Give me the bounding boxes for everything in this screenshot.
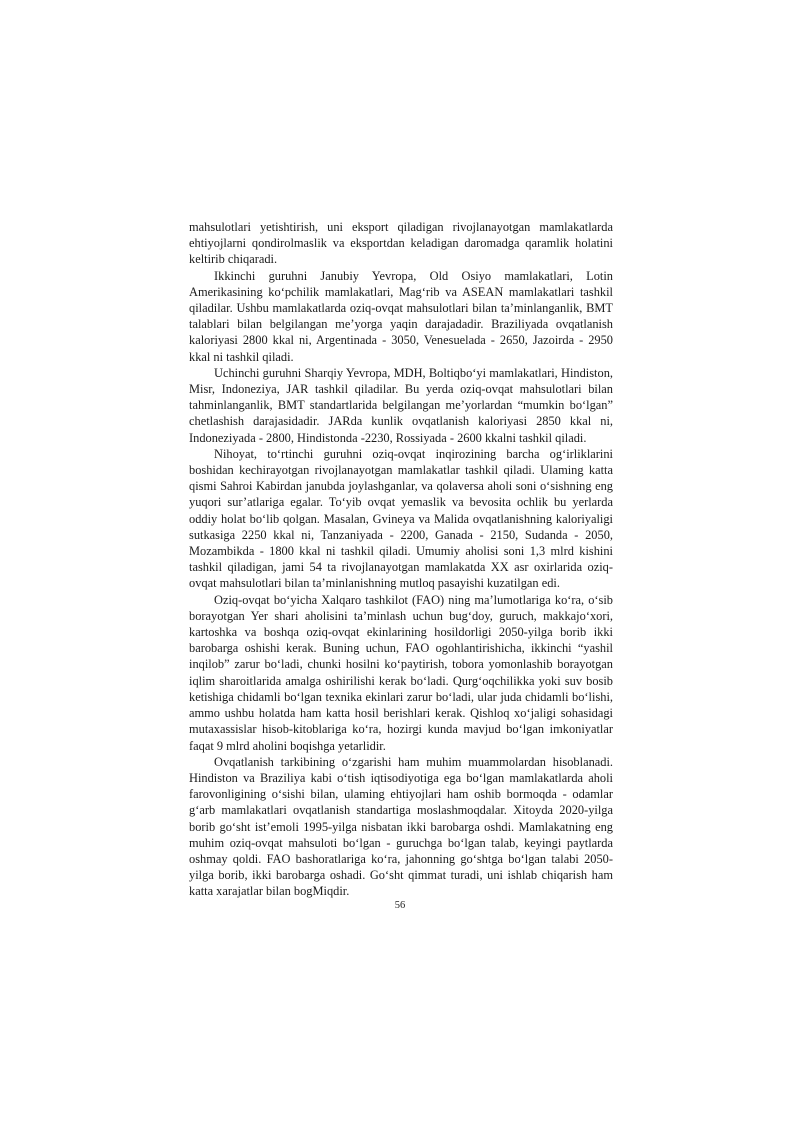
paragraph-fourth-group: Nihoyat, to‘rtinchi guruhni oziq-ovqat inqirozining barcha og‘irliklarini boshidan kechirayotgan rivojlanayotgan mamlakatlar tashkil qiladi. Ulaming katta qismi Sahroi Kabirdan janubda joylashganlar, va qolaversa aholi soni o‘sishning eng yuqori sur’atlariga egalar. To‘yib ovqat yemaslik va bevosita ochlik bu yerlarda oddiy holat bo‘lib qolgan. Masalan, Gvineya va Malida ovqatlanishning kaloriyaligi sutkasiga 2250 kkal ni, Tanzaniyada - 2200, Ganada - 2150, Sudanda - 2050, Mozambikda - 1800 kkal ni tashkil qiladi. Umumiy aholisi soni 1,3 mlrd kishini tashkil qiladigan, jami 54 ta rivojlanayotgan mamlakatda XX asr oxirlarida oziq-ovqat mahsulotlari bilan ta’minlanishning mutloq pasayishi kuzatilgan edi. — [189, 446, 613, 591]
paragraph-second-group: Ikkinchi guruhni Janubiy Yevropa, Old Osiyo mamlakatlari, Lotin Amerikasining ko‘pchilik mamlakatlari, Mag‘rib va ASEAN mamlakatlari tashkil qiladilar. Ushbu mamlakatlarda oziq-ovqat mahsulotlari bilan ta’minlanganlik, BMT talablari bilan belgilangan me’yorga yaqin darajadadir. Braziliyada ovqatlanish kaloriyasi 2800 kkal ni, Argentinada - 3050, Venesuelada - 2650, Jazoirda - 2950 kkal ni tashkil qiladi. — [189, 268, 613, 364]
paragraph-nutrition-change: Ovqatlanish tarkibining o‘zgarishi ham muhim muammolardan hisoblanadi. Hindiston va Braziliya kabi o‘tish iqtisodiyotiga ega bo‘lgan mamlakatlarda aholi farovonligining o‘sishi bilan, ulaming ehtiyojlari ham oshib bormoqda - odamlar g‘arb mamlakatlari ovqatlanish standartiga moslashmoqdalar. Xitoyda 2020-yilga borib go‘sht ist’emoli 1995-yilga nisbatan ikki barobarga oshdi. Mamlakatning eng muhim oziq-ovqat mahsuloti bo‘lgan - guruchga bo‘lgan talab, keyingi paytlarda oshmay qoldi. FAO bashoratlariga ko‘ra, jahonning go‘shtga bo‘lgan talabi 2050-yilga borib, ikki barobarga oshadi. Go‘sht qimmat turadi, uni ishlab chiqarish ham katta xarajatlar bilan bogMiqdir. — [189, 754, 613, 899]
paragraph-continuation: mahsulotlari yetishtirish, uni eksport qiladigan rivojlanayotgan mamlakatlarda ehtiyojlarni qondirolmaslik va eksportdan keladigan daromadga qaramlik holatini keltirib chiqaradi. — [189, 220, 613, 267]
document-body — [189, 219, 613, 900]
paragraph-fao-data: Oziq-ovqat bo‘yicha Xalqaro tashkilot (FAO) ning ma’lumotlariga ko‘ra, o‘sib borayotgan Yer shari aholisini ta’minlash uchun bug‘doy, guruch, makkajo‘xori, kartoshka va boshqa oziq-ovqat ekinlarining hosildorligi 2050-yilga borib ikki barobarga oshishi kerak. Buning uchun, FAO ogohlantirishicha, ikkinchi “yashil inqilob” zarur bo‘ladi, chunki hosilni ko‘paytirish, tobora yomonlashib borayotgan iqlim sharoitlarida amalga oshirilishi kerak bo‘ladi. Qurg‘oqchilikka yoki suv bosib ketishiga chidamli bo‘lgan texnika ekinlari zarur bo‘ladi, ular juda chidamli bo‘lishi, ammo ushbu holatda ham katta hosil berishlari kerak. Qishloq xo‘jaligi sohasidagi mutaxassislar hisob-kitoblariga ko‘ra, hozirgi kunda mavjud bo‘lgan imkoniyatlar faqat 9 mlrd aholini boqishga yetarlidir. — [189, 592, 613, 753]
page-number: 56 — [394, 900, 406, 911]
paragraph-third-group: Uchinchi guruhni Sharqiy Yevropa, MDH, Boltiqbo‘yi mamlakatlari, Hindiston, Misr, Indoneziya, JAR tashkil qiladilar. Bu yerda oziq-ovqat mahsulotlari bilan tahminlanganlik, BMT standartlarida belgilangan me’yorlardan “mumkin bo‘lgan” chetlashish darajasidadir. JARda kunlik ovqatlanish kaloriyasi 2850 kkal ni, Indoneziyada - 2800, Hindistonda -2230, Rossiyada - 2600 kkalni tashkil qiladi. — [189, 365, 613, 445]
